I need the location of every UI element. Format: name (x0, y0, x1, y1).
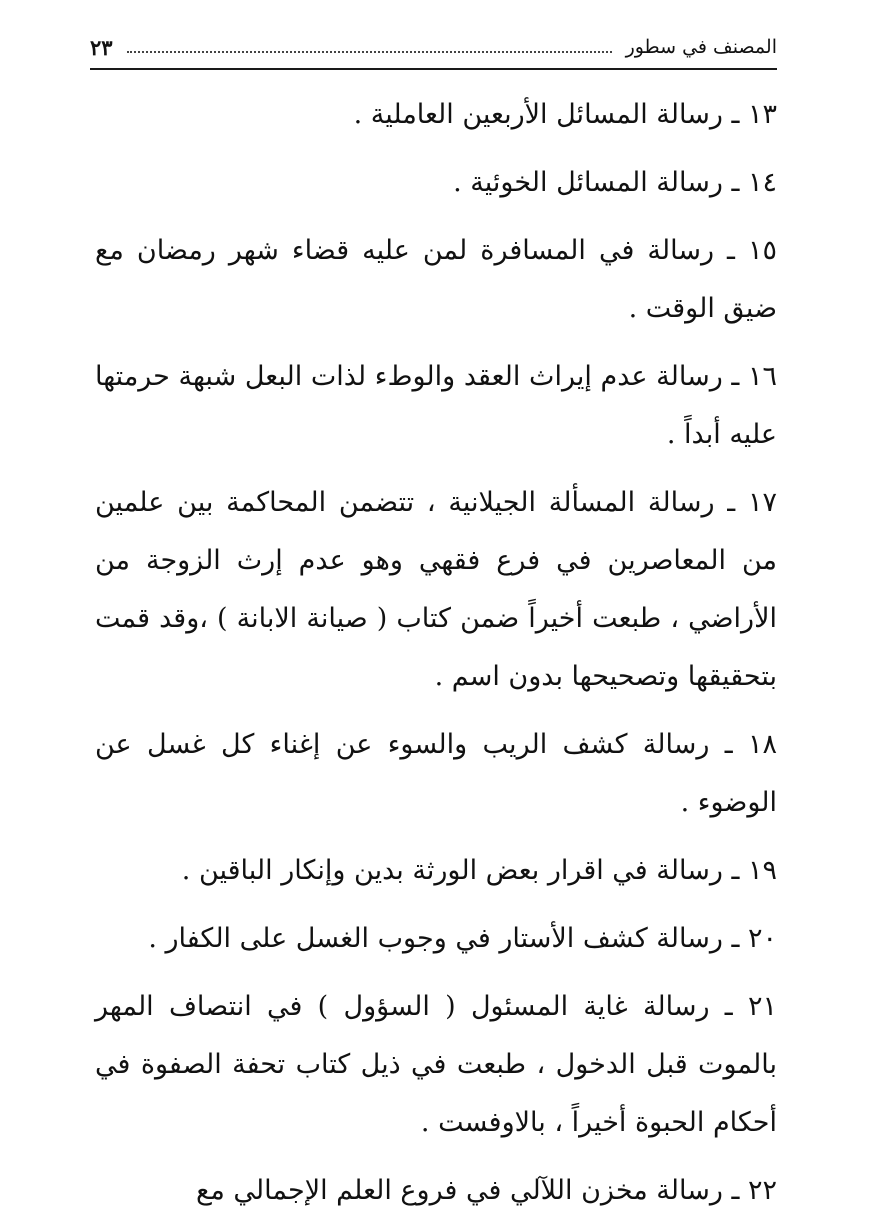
entry-text: ـ رسالة في المسافرة لمن عليه قضاء شهر رمضان مع ضيق الوقت . (95, 235, 777, 324)
list-item (95, 978, 777, 1152)
entry-number: ١٧ (747, 487, 777, 518)
entry-text: ـ رسالة في اقرار بعض الورثة بدين وإنكار الباقين . (181, 855, 740, 886)
entry-list (95, 86, 777, 1230)
entry-number: ١٣ (747, 99, 777, 130)
entry-text: ـ رسالة غاية المسئول ( السؤول ) في انتصاف المهر بالموت قبل الدخول ، طبعت في ذيل كتاب تحفة الصفوة في أحكام الحبوة أخيراً ، بالاوفست . (95, 991, 777, 1138)
list-item (95, 910, 777, 968)
entry-text: ـ رسالة المسائل الأربعين العاملية . (353, 99, 740, 130)
entry-text: ـ رسالة المسائل الخوئية . (453, 167, 740, 198)
leader-dots (127, 51, 612, 53)
entry-number: ٢٢ (747, 1175, 777, 1206)
entry-number: ١٨ (747, 729, 777, 760)
entry-number: ١٤ (747, 167, 777, 198)
list-item (95, 348, 777, 464)
entry-number: ١٦ (747, 361, 777, 392)
entry-number: ٢٠ (747, 923, 777, 954)
list-item (95, 716, 777, 832)
entry-number: ٢١ (747, 991, 777, 1022)
entry-number: ١٥ (747, 235, 777, 266)
list-item (95, 474, 777, 706)
entry-text: ـ رسالة المسألة الجيلانية ، تتضمن المحاكمة بين علمين من المعاصرين في فرع فقهي وهو عدم إرث الزوجة من الأراضي ، طبعت أخيراً ضمن كتاب ( صيانة الابانة ) ،وقد قمت بتحقيقها وتصحيحها بدون اسم . (95, 487, 777, 692)
list-item (95, 86, 777, 144)
header-rule (90, 68, 777, 70)
list-item (95, 154, 777, 212)
list-item (95, 842, 777, 900)
page-header (90, 30, 777, 64)
list-item (95, 222, 777, 338)
running-head: المصنف في سطور (625, 36, 777, 58)
entry-text: ـ رسالة كشف الأستار في وجوب الغسل على الكفار . (148, 923, 740, 954)
entry-text: ـ رسالة كشف الريب والسوء عن إغناء كل غسل عن الوضوء . (95, 729, 777, 818)
list-item (95, 1162, 777, 1220)
entry-text: ـ رسالة مخزن اللآلي في فروع العلم الإجمالي مع (196, 1175, 740, 1206)
page-number: ٢٣ (90, 34, 113, 60)
entry-text: ـ رسالة عدم إيراث العقد والوطء لذات البعل شبهة حرمتها عليه أبداً . (95, 361, 777, 450)
entry-number: ١٩ (747, 855, 777, 886)
